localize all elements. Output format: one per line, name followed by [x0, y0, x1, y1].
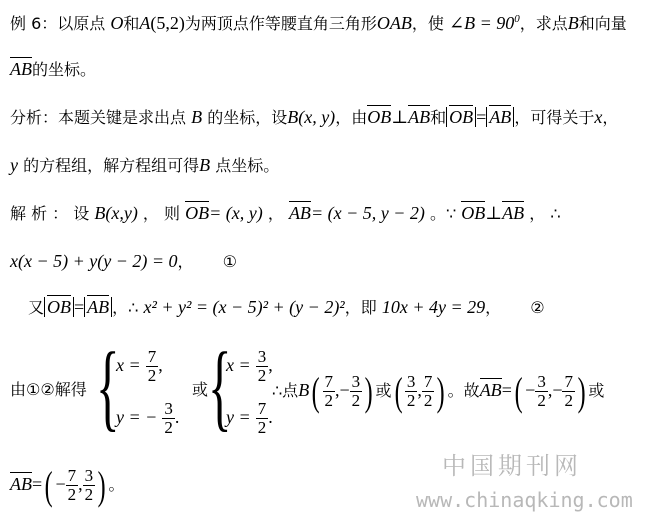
result-point-b: B — [298, 380, 310, 400]
s1x: x = — [116, 355, 141, 375]
s2x-num: 3 — [257, 347, 267, 366]
a2-sep: , — [78, 474, 83, 494]
s2y: y = — [226, 407, 251, 427]
b1-frac1 — [323, 373, 336, 410]
solve-label: 由①②解得 — [10, 380, 87, 399]
solution-sep: ， — [267, 204, 284, 223]
final-tail: 。 — [108, 475, 125, 494]
a1-den2: 2 — [564, 391, 573, 410]
s1y-den: 2 — [164, 418, 173, 437]
solve-label-line — [10, 379, 87, 401]
solution-vector-ab2: AB — [502, 203, 525, 223]
ab-eq: = — [501, 380, 512, 400]
final-eq: = — [32, 474, 43, 494]
paren-open-4: ( — [44, 463, 53, 508]
brace-2-icon: { — [208, 333, 232, 441]
a1-num1: 3 — [537, 372, 546, 391]
analysis-line-2 — [10, 154, 279, 177]
watermark-url: www.chinaqking.com — [416, 488, 633, 512]
b1-num2: 3 — [351, 372, 361, 391]
solution-ob-val: = (x, y) — [209, 203, 263, 223]
s2y-tail: . — [268, 407, 273, 427]
s1x-den: 2 — [147, 366, 157, 385]
analysis-point-b2: B — [199, 155, 211, 175]
equation-2b: 10x + 4y = 29 — [381, 297, 486, 317]
s1y: y = − — [116, 407, 158, 427]
a2-pre: − — [55, 474, 66, 494]
brace-1-icon: { — [96, 333, 120, 441]
or-1: 或 — [192, 380, 209, 399]
solution-label: 解 析 ： 设 — [10, 204, 90, 223]
abs-ab — [486, 107, 514, 127]
problem-comma: ，使 — [411, 14, 444, 33]
system-2-x — [226, 348, 273, 385]
problem-line-1 — [10, 8, 627, 35]
s2x: x = — [226, 355, 251, 375]
point-pre: ∴点 — [272, 381, 299, 400]
point-a: A — [139, 13, 151, 33]
analysis-point-b: B — [191, 107, 203, 127]
problem-tail: 和向量 — [578, 14, 627, 33]
paren-close-3: ) — [577, 369, 586, 414]
a2-num2: 3 — [84, 466, 94, 485]
s2x-tail: , — [268, 355, 273, 375]
analysis-line-1 — [10, 106, 618, 129]
var-x: x — [594, 107, 603, 127]
s1x-num: 7 — [147, 347, 157, 366]
or-2: 或 — [375, 381, 392, 400]
analysis-text6: 点坐标。 — [215, 156, 280, 175]
s2x-frac — [256, 348, 269, 385]
analysis-text4: ， — [602, 108, 619, 127]
problem-end: ，求点 — [519, 14, 568, 33]
eq2-abs-ob-text: OB — [47, 297, 72, 317]
a2-frac1 — [66, 467, 79, 504]
s1y-num: 3 — [164, 399, 173, 418]
solution-bxy: B(x,y) — [94, 203, 138, 223]
problem-prefix: 例 6：以原点 — [10, 14, 106, 33]
circle-two: ② — [530, 298, 545, 317]
solution-because: 。∵ — [429, 204, 457, 223]
or-3: 或 — [588, 381, 605, 400]
var-y: y — [10, 155, 18, 175]
paren-close-1: ) — [364, 369, 373, 414]
a2-num1: 7 — [67, 466, 77, 485]
eq2-ie: ，即 — [344, 298, 377, 317]
paren-close-4: ) — [97, 463, 106, 508]
solution-ab-val: = (x − 5, y − 2) — [310, 203, 425, 223]
equation-2-line — [28, 296, 545, 319]
eq2-abs-ab — [84, 297, 112, 317]
eq-sign: = — [476, 107, 487, 127]
a1-num2: 7 — [564, 372, 573, 391]
analysis-and: 和 — [430, 108, 447, 127]
result-b-line — [272, 368, 604, 415]
s2y-num: 7 — [257, 399, 267, 418]
a1-pre: − — [525, 380, 536, 400]
analysis-vector-ob: OB — [367, 107, 392, 127]
a-coords: (5,2) — [150, 13, 185, 33]
or-1-line — [192, 379, 208, 401]
abs-ob — [446, 107, 476, 127]
solution-line-1 — [10, 202, 561, 225]
b2-frac2 — [422, 373, 435, 410]
eq2-abs-ob — [44, 297, 74, 317]
final-line — [10, 462, 124, 509]
so-text: 。故 — [447, 381, 480, 400]
result-vector-ab: AB — [479, 380, 502, 400]
paren-open-3: ( — [514, 369, 523, 414]
eq2-abs-ab-text: AB — [87, 297, 110, 317]
paren-open-2: ( — [394, 369, 403, 414]
problem-line2-tail: 的坐标。 — [32, 60, 97, 79]
analysis-bxy: B(x, y) — [287, 107, 336, 127]
angle-text: ∠B = 90 — [449, 13, 515, 33]
s1x-tail: , — [158, 355, 163, 375]
final-vector-ab: AB — [10, 474, 32, 494]
s2y-den: 2 — [257, 418, 267, 437]
watermark-cn: 中国期刊网 — [442, 452, 582, 480]
b2-sep: , — [417, 380, 422, 400]
analysis-vector-ab: AB — [408, 107, 431, 127]
eq2-pre: ，∴ — [112, 298, 139, 317]
solution-vector-ob: OB — [185, 203, 210, 223]
eq2-eq-sign: = — [74, 297, 85, 317]
point-b: B — [567, 13, 579, 33]
s2y-frac — [256, 400, 269, 437]
b1-num1: 7 — [324, 372, 334, 391]
system-1-x — [116, 348, 163, 385]
b1-den2: 2 — [351, 391, 361, 410]
s1y-frac — [162, 400, 175, 437]
analysis-text1: 的坐标，设 — [207, 108, 288, 127]
abs-ab-text: AB — [489, 107, 512, 127]
solution-vector-ab: AB — [288, 203, 311, 223]
problem-line-2 — [10, 58, 96, 81]
and-text: 和 — [123, 14, 140, 33]
abs-ob-text: OB — [449, 107, 474, 127]
angle-b — [449, 13, 520, 33]
a2-frac2 — [83, 467, 96, 504]
perp-symbol: ⊥ — [391, 107, 409, 127]
paren-open-1: ( — [311, 369, 320, 414]
also-text: 又 — [28, 298, 45, 317]
a2-den2: 2 — [84, 485, 94, 504]
point-o: O — [110, 13, 124, 33]
analysis-text2: ，由 — [335, 108, 368, 127]
b2-num1: 3 — [406, 372, 416, 391]
a2-den1: 2 — [67, 485, 77, 504]
a1-den1: 2 — [537, 391, 546, 410]
a1-frac2 — [562, 373, 575, 410]
s1x-frac — [146, 348, 159, 385]
paren-close-2: ) — [437, 369, 446, 414]
a1-sep: ,− — [547, 380, 563, 400]
b1-frac2 — [350, 373, 363, 410]
analysis-text3: ，可得关于 — [514, 108, 595, 127]
s2x-den: 2 — [257, 366, 267, 385]
vector-ab: AB — [10, 59, 32, 79]
b2-den1: 2 — [406, 391, 416, 410]
b1-sep: ,− — [335, 380, 350, 400]
equation-2: x² + y² = (x − 5)² + (y − 2)² — [143, 297, 345, 317]
a1-frac1 — [535, 373, 548, 410]
triangle-oab: OAB — [376, 13, 412, 33]
b2-frac1 — [405, 373, 418, 410]
eq2-tail: ， — [485, 298, 502, 317]
solution-therefore: ， ∴ — [529, 204, 561, 223]
solution-perp: ⊥ — [485, 203, 503, 223]
system-1-y — [116, 400, 179, 437]
equation-1-tail: ， — [177, 252, 194, 271]
equation-1: x(x − 5) + y(y − 2) = 0 — [10, 251, 178, 271]
b2-den2: 2 — [423, 391, 433, 410]
solution-vector-ob2: OB — [461, 203, 486, 223]
problem-mid: 为两顶点作等腰直角三角形 — [184, 14, 377, 33]
b1-den1: 2 — [324, 391, 334, 410]
s1y-tail: . — [174, 407, 180, 427]
equation-1-line — [10, 250, 237, 273]
system-2-y — [226, 400, 273, 437]
b2-num2: 7 — [423, 372, 433, 391]
angle-sup: 0 — [514, 13, 520, 25]
solution-then: ， 则 — [142, 204, 181, 223]
analysis-label: 分析：本题关键是求出点 — [10, 108, 187, 127]
circle-one: ① — [222, 252, 237, 271]
analysis-text5: 的方程组，解方程组可得 — [23, 156, 200, 175]
